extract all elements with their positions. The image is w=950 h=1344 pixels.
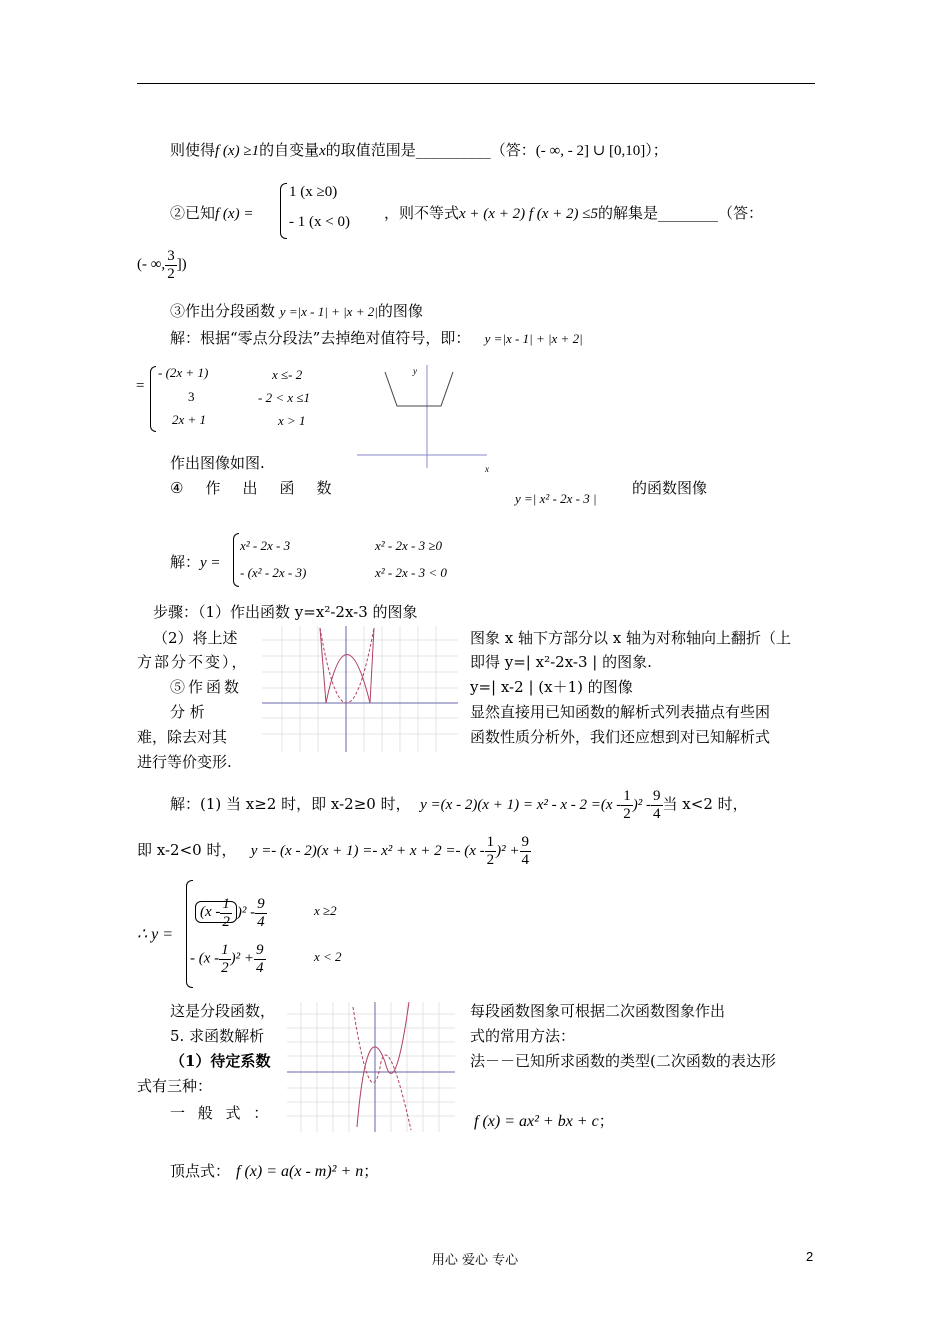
general-form: [474, 1110, 614, 1131]
piecewise-case: 1 (x ≥0): [289, 184, 338, 200]
piecewise-condition: x ≥2: [314, 903, 337, 918]
fraction-half: [621, 788, 633, 822]
step-2-text: 方部分不变），: [137, 653, 249, 671]
math-expression: y =: [200, 555, 221, 571]
math-variable: x: [319, 143, 326, 159]
text: 的解集是________（答：: [598, 204, 764, 222]
math-expression: y =|x - 1| + |x + 2|: [279, 304, 378, 319]
piecewise-case: - (x² - 2x - 3): [240, 565, 307, 580]
numerator: 3: [167, 248, 175, 264]
math-inequality: x + (x + 2) f (x + 2) ≤5: [459, 206, 598, 222]
item-5-label: ⑤作函数: [170, 678, 243, 696]
brace: [233, 533, 239, 587]
math-text: - (x -: [190, 950, 220, 967]
math-expression: y =|x - 1| + |x + 2|: [484, 331, 583, 346]
text: 函: [279, 479, 295, 497]
solution-5-line2: [137, 834, 531, 868]
text: 作: [205, 479, 221, 497]
item-3-text: [170, 300, 423, 321]
text: 数: [316, 479, 332, 497]
numerator: 1: [221, 942, 229, 958]
text: 每段函数图象可根据二次函数图象作出: [470, 1002, 726, 1020]
numerator: 1: [222, 896, 230, 912]
piecewise-condition: x ≤- 2: [272, 367, 303, 382]
text: 这是分段函数，: [170, 1002, 276, 1020]
numerator: 9: [653, 788, 661, 804]
numerator: 1: [486, 834, 495, 850]
piecewise-condition: x² - 2x - 3 < 0: [375, 565, 447, 580]
brace: [150, 366, 156, 432]
fraction-half: [219, 942, 231, 976]
denominator: 4: [653, 805, 661, 822]
therefore-case-2: [190, 942, 266, 976]
therefore-expression: ∴ y =: [137, 926, 174, 943]
fraction-half: [220, 896, 232, 930]
text: ，则不等式: [384, 204, 460, 222]
piecewise-graph: [287, 1002, 455, 1132]
solution-4: [170, 551, 221, 572]
denominator: 2: [167, 265, 175, 282]
math-text: )² +: [230, 950, 255, 967]
fraction-half: [485, 834, 497, 868]
piecewise-case: - 1 (x < 0): [289, 214, 350, 230]
fraction: [165, 248, 177, 282]
vertex-form: [170, 1160, 378, 1181]
text: ③作出分段函数: [170, 302, 276, 320]
text: 式的常用方法：: [470, 1027, 576, 1045]
piecewise-condition: x < 2: [314, 949, 342, 964]
analysis-text: 难，除去对其: [137, 728, 228, 746]
range-question-line: [170, 139, 668, 160]
draw-instruction: 作出图像如图.: [170, 454, 265, 472]
denominator: 2: [486, 851, 495, 868]
math-expression: y =- (x - 2)(x + 1) =- x² + x + 2 =- (x -: [250, 843, 485, 859]
text: 的取值范围是__________（答：: [325, 141, 536, 159]
text: 当 x<2 时，: [662, 795, 748, 813]
item-5-text: y=| x-2 | (x＋1) 的图像: [470, 678, 633, 696]
y-axis-label: y: [413, 366, 417, 376]
piecewise-condition: x² - 2x - 3 ≥0: [375, 538, 442, 553]
fraction-nine-quarters: [254, 942, 266, 976]
text: 的自变量: [259, 141, 320, 159]
math-expression: f (x) =: [215, 206, 254, 222]
section-heading: 5. 求函数解析: [170, 1027, 265, 1045]
piecewise-case: x² - 2x - 3: [240, 538, 291, 553]
text: ）；: [645, 141, 668, 159]
therefore-case-1: [195, 896, 267, 930]
item-2-text: [170, 202, 253, 223]
analysis-text: 进行等价变形.: [137, 753, 232, 771]
text: 的图像: [377, 302, 423, 320]
text: 法－－已知所求函数的类型(二次函数的表达形: [470, 1052, 776, 1070]
step-2: （2）将上述: [153, 629, 238, 647]
step-2-text: 即得 y=| x²-2x-3 | 的图象.: [470, 653, 652, 671]
parenthesis-group: [195, 896, 237, 930]
piecewise-condition: - 2 < x ≤1: [258, 390, 311, 405]
parabola-graph: [262, 626, 458, 752]
text: 解：根据“零点分段法”去掉绝对值符号，即：: [170, 329, 471, 347]
item-marker: ④: [170, 479, 184, 497]
denominator: 4: [256, 959, 264, 976]
math-text: (x -: [200, 904, 221, 921]
solution-5-line1: [170, 788, 748, 822]
denominator: 4: [257, 913, 265, 930]
piecewise-case: - (2x + 1): [158, 365, 209, 380]
text: 的函数图像: [632, 479, 708, 497]
denominator: 2: [623, 805, 631, 822]
page-footer: 用心 爱心 专心: [431, 1253, 519, 1268]
header-rule: [137, 83, 815, 84]
abs-sum-graph: [355, 360, 495, 475]
piecewise-case: 2x + 1: [172, 412, 207, 427]
text: ；: [363, 1162, 379, 1180]
solution-3: [170, 327, 583, 348]
analysis-text: 显然直接用已知函数的解析式列表描点有些困: [470, 703, 771, 721]
step-2-text: 图象 x 轴下方部分以 x 轴为对称轴向上翻折（上: [470, 629, 791, 647]
fraction-nine-quarters: [255, 896, 267, 930]
text: 出: [242, 479, 258, 497]
math-expression: f (x) ≥1: [215, 143, 260, 159]
analysis-text: 函数性质分析外，我们还应想到对已知解析式: [470, 728, 771, 746]
vertex-form-label: 顶点式：: [170, 1162, 231, 1180]
fraction-nine-quarters: [651, 788, 663, 822]
math-expression: y =| x² - 2x - 3 |: [515, 491, 597, 506]
general-form-label: 一 般 式 ：: [170, 1104, 273, 1122]
text: 解：: [170, 553, 201, 571]
math-expression: )² +: [496, 843, 520, 859]
x-axis-label: x: [485, 464, 489, 474]
step-1: 步骤：（1）作出函数 y=x²-2x-3 的图象: [153, 603, 418, 621]
text: ；: [598, 1112, 614, 1130]
brace: [280, 183, 287, 239]
piecewise-condition: x > 1: [278, 413, 306, 428]
item-4-label: [170, 477, 332, 498]
denominator: 2: [221, 959, 229, 976]
item-marker: ②已知: [170, 204, 216, 222]
text: 即 x-2<0 时，: [137, 841, 237, 859]
denominator: 4: [521, 851, 530, 868]
math-expression: )² -: [632, 797, 652, 813]
text: 则使得: [170, 141, 216, 159]
math-expression: f (x) = a(x - m)² + n: [236, 1163, 364, 1180]
numerator: 9: [521, 834, 530, 850]
equals-sign: =: [136, 378, 145, 394]
piecewise-case: 3: [188, 389, 195, 404]
numerator: 9: [257, 896, 265, 912]
text: 解：(1) 当 x≥2 时，即 x-2≥0 时，: [170, 795, 411, 813]
math-text: )² -: [236, 904, 256, 921]
item-2-answer: [137, 248, 187, 282]
math-expression: f (x) = ax² + bx + c: [474, 1113, 599, 1130]
math-text: ]): [176, 256, 187, 273]
text: 式有三种：: [137, 1077, 213, 1095]
numerator: 1: [623, 788, 631, 804]
item-2-rest: [384, 202, 763, 223]
fraction-nine-quarters: [520, 834, 532, 868]
math-expression: y =(x - 2)(x + 1) = x² - x - 2 =(x -: [420, 797, 622, 813]
analysis-label: 分 析: [170, 703, 205, 721]
math-text: (- ∞,: [137, 256, 166, 273]
denominator: 2: [222, 913, 230, 930]
answer-interval: (- ∞, - 2] ∪ [0,10]: [535, 143, 646, 159]
numerator: 9: [256, 942, 264, 958]
page-number: 2: [806, 1249, 814, 1264]
method-title: （1）待定系数: [170, 1052, 271, 1070]
